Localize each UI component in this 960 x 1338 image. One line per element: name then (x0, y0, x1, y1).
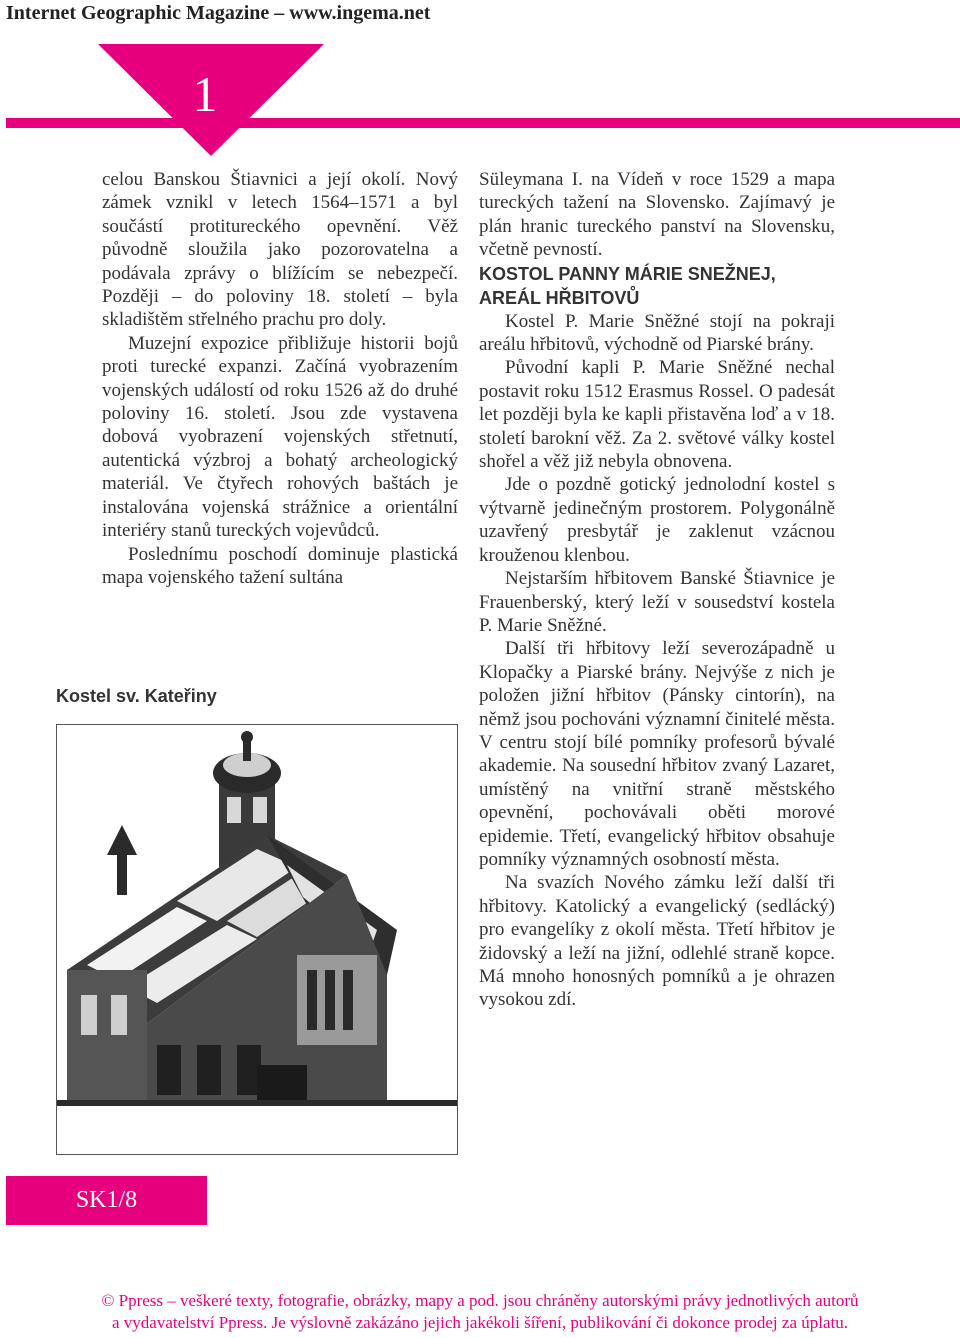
chapter-number: 1 (192, 66, 218, 122)
footer-line: a vydavatelství Ppress. Je výslovně zakázáno jejich jakékoli šíření, publikování či dokonce prodej za úplatu. (112, 1313, 848, 1332)
church-drawing (57, 725, 458, 1155)
left-column (102, 168, 458, 589)
left-paragraph: Poslednímu poschodí dominuje plastická mapa vojenského tažení sultána (102, 543, 458, 588)
left-paragraph: celou Banskou Štiavnici a její okolí. Nový zámek vznikl v letech 1564–1571 a byl součástí protitureckého opevnění. Věž původně sloužila jako pozorovatelna a podávala zprávy o blížícím se nebezpečí. Později – do poloviny 18. století – byla skladištěm střelného prachu pro doly. (102, 169, 458, 331)
copyright-footer (0, 1290, 960, 1334)
right-intro-paragraph: Süleymana I. na Vídeň v roce 1529 a mapa tureckých tažení na Slovensko. Zajímavý je plán hranic tureckého panství na Slovensku, včetně pevností. (479, 169, 835, 261)
footer-line: © Ppress – veškeré texty, fotografie, obrázky, mapy a pod. jsou chráněny autorskými právy jednotlivých autorů (101, 1291, 859, 1310)
section-heading: KOSTOL PANNY MÁRIE SNEŽNEJ, AREÁL HŘBITOVŮ (479, 263, 776, 308)
magazine-header: Internet Geographic Magazine – www.ingema.net (6, 2, 431, 24)
right-paragraph: Nejstarším hřbitovem Banské Štiavnice je Frauenberský, který leží v sousedství kostela P. Marie Sněžné. (479, 568, 835, 636)
right-paragraph: Původní kapli P. Marie Sněžné nechal postavit roku 1512 Erasmus Rossel. O padesát let později byla ke kapli přistavěna loď a v 18. století barokní věž. Za 2. světové války kostel shořel a věž již nebyla obnovena. (479, 357, 835, 473)
page-number-tag: SK1/8 (6, 1176, 207, 1225)
right-paragraph: Další tři hřbitovy leží severozápadně u Klopačky a Piarské brány. Nejvýše z nich je položen jižní hřbitov (Pánsky cintorín), na němž jsou pochováni významní činitelé města. V centru stojí bílé pomníky profesorů bývalé akademie. Na sousední hřbitov zvaný Lazaret, umístěný na vnitřní straně městského opevnění, pochovávali oběti morové epidemie. Třetí, evangelický hřbitov obsahuje pomníky významných osobností města. (479, 638, 835, 870)
church-illustration (56, 724, 458, 1155)
header-accent-bar (6, 118, 960, 128)
left-paragraph: Muzejní expozice přibližuje historii bojů proti turecké expanzi. Začíná vyobrazením vojenských událostí od roku 1526 až do druhé poloviny 16. století. Jsou zde vystavena dobová vyobrazení vojenských střetnutí, autentická výzbroj a bohatý archeologický materiál. Ve čtyřech rohových baštách je instalována vojenská strážnice a orientální interiéry stanů tureckých vojevůdců. (102, 332, 458, 542)
right-column (479, 168, 835, 1012)
right-paragraph: Jde o pozdně gotický jednolodní kostel s výtvarně jedinečným prostorem. Polygonálně uzavřený presbytář je zaklenut vzácnou krouženou klenbou. (479, 474, 835, 566)
right-paragraph: Na svazích Nového zámku leží další tři hřbitovy. Katolický a evangelický (sedlácký) pro evangelíky z okolí města. Třetí hřbitov je židovský a leží na jižní, odlehlé straně kopce. Má mnoho honosných pomníků a je ohrazen vysokou zdí. (479, 872, 835, 1011)
right-paragraph: Kostel P. Marie Sněžné stojí na pokraji areálu hřbitovů, východně od Piarské brány. (479, 310, 835, 356)
figure-caption: Kostel sv. Kateřiny (56, 686, 217, 706)
